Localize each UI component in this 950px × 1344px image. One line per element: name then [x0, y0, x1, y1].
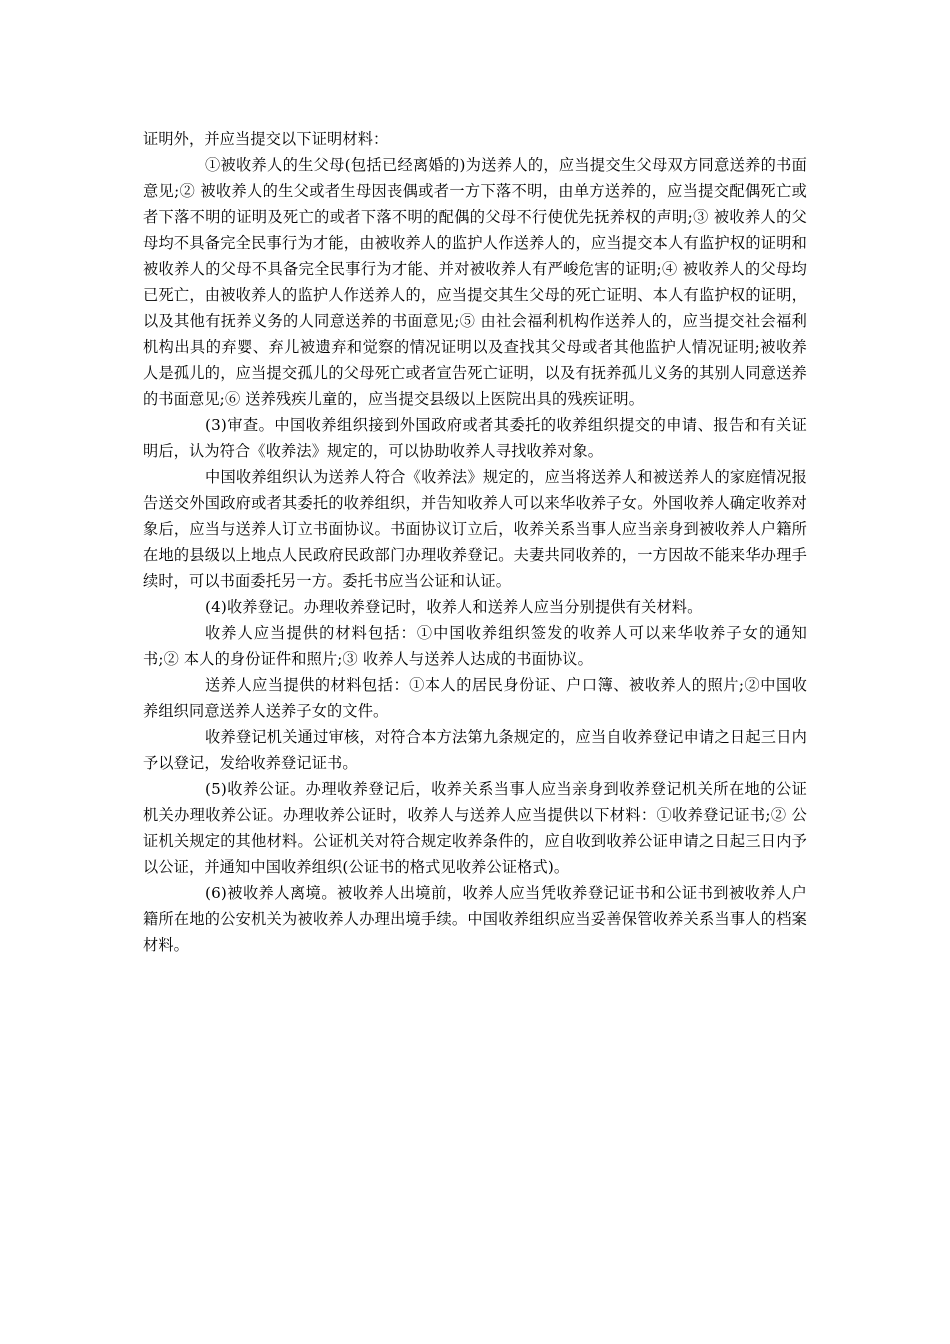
paragraph-review: (3)审查。中国收养组织接到外国政府或者其委托的收养组织提交的申请、报告和有关证明后，认为符合《收养法》规定的，可以协助收养人寻找收养对象。: [143, 416, 807, 460]
paragraph-departure: (6)被收养人离境。被收养人出境前，收养人应当凭收养登记证书和公证书到被收养人户籍所在地的公安机关为被收养人办理出境手续。中国收养组织应当妥善保管收养关系当事人的档案材料。: [143, 884, 807, 954]
paragraph-adopter-materials: 收养人应当提供的材料包括：①中国收养组织签发的收养人可以来华收养子女的通知书;② 本人的身份证件和照片;③ 收养人与送养人达成的书面协议。: [143, 624, 807, 668]
paragraph-intro: 证明外，并应当提交以下证明材料：: [143, 130, 389, 148]
paragraph-placer-materials: 送养人应当提供的材料包括：①本人的居民身份证、户口簿、被收养人的照片;②中国收养组织同意送养人送养子女的文件。: [143, 676, 807, 720]
paragraph-registration-review: 收养登记机关通过审核，对符合本方法第九条规定的，应当自收养登记申请之日起三日内予以登记，发给收养登记证书。: [143, 728, 807, 772]
paragraph-agreement: 中国收养组织认为送养人符合《收养法》规定的，应当将送养人和被送养人的家庭情况报告送交外国政府或者其委托的收养组织，并告知收养人可以来华收养子女。外国收养人确定收养对象后，应当与送养人订立书面协议。书面协议订立后，收养关系当事人应当亲身到被收养人户籍所在地的县级以上地点人民政府民政部门办理收养登记。夫妻共同收养的，一方因故不能来华办理手续时，可以书面委托另一方。委托书应当公证和认证。: [143, 468, 807, 590]
paragraph-registration: (4)收养登记。办理收养登记时，收养人和送养人应当分别提供有关材料。: [205, 598, 703, 616]
paragraph-notarization: (5)收养公证。办理收养登记后，收养关系当事人应当亲身到收养登记机关所在地的公证机关办理收养公证。办理收养公证时，收养人与送养人应当提供以下材料：①收养登记证书;② 公证机关规定的其他材料。公证机关对符合规定收养条件的，应自收到收养公证申请之日起三日内予以公证，并通知中国收养组织(公证书的格式见收养公证格式)。: [143, 780, 807, 876]
document-body: [143, 126, 807, 958]
paragraph-materials-list: ①被收养人的生父母(包括已经离婚的)为送养人的，应当提交生父母双方同意送养的书面意见;② 被收养人的生父或者生母因丧偶或者一方下落不明，由单方送养的，应当提交配偶死亡或者下落不明的证明及死亡的或者下落不明的配偶的父母不行使优先抚养权的声明;③ 被收养人的父母均不具备完全民事行为才能，由被收养人的监护人作送养人的，应当提交本人有监护权的证明和被收养人的父母不具备完全民事行为才能、并对被收养人有严峻危害的证明;④ 被收养人的父母均已死亡，由被收养人的监护人作送养人的，应当提交其生父母的死亡证明、本人有监护权的证明，以及其他有抚养义务的人同意送养的书面意见;⑤ 由社会福利机构作送养人的，应当提交社会福利机构出具的弃婴、弃儿被遗弃和觉察的情况证明以及查找其父母或者其他监护人情况证明;被收养人是孤儿的，应当提交孤儿的父母死亡或者宣告死亡证明，以及有抚养孤儿义务的其别人同意送养的书面意见;⑥ 送养残疾儿童的，应当提交县级以上医院出具的残疾证明。: [143, 156, 807, 408]
